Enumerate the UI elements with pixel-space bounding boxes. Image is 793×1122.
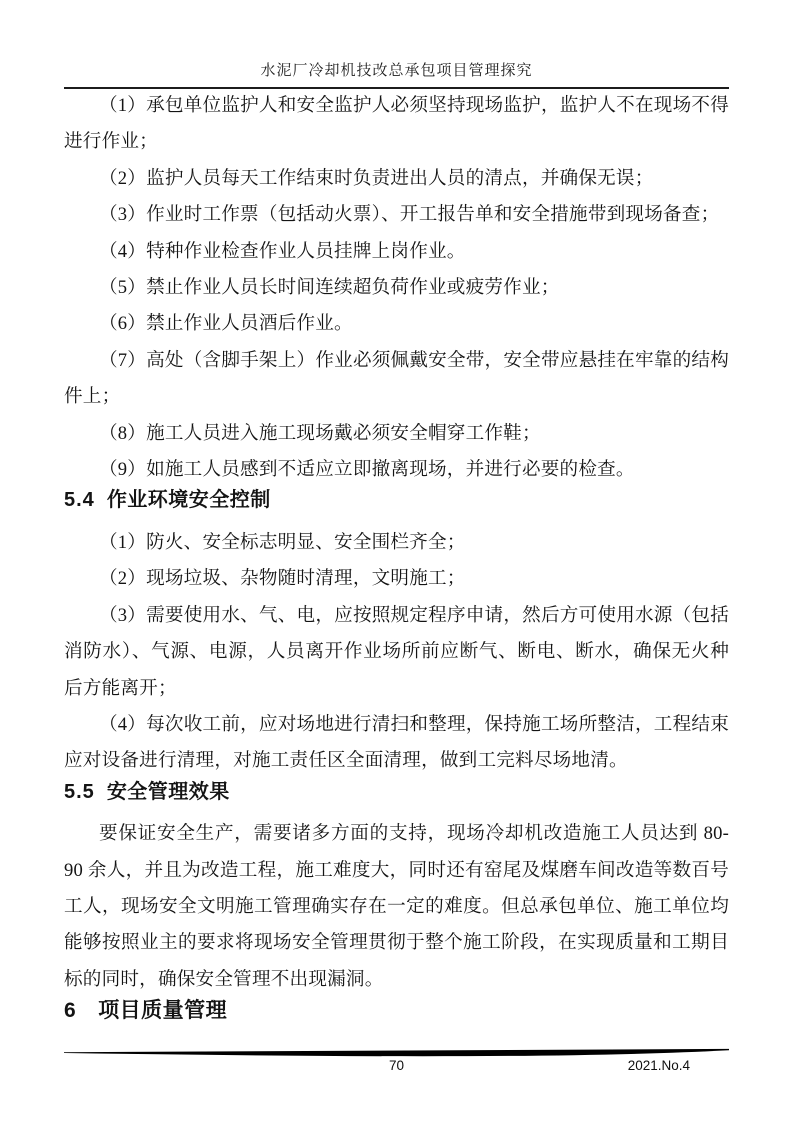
document-body	[64, 88, 729, 1030]
list-item-8: （8）施工人员进入施工现场戴必须安全帽穿工作鞋；	[99, 422, 541, 444]
chapter-number: 6	[64, 999, 77, 1023]
section-title: 安全管理效果	[106, 780, 230, 803]
body-paragraph: 要保证安全生产，需要诸多方面的支持，现场冷却机改造施工人员达到 80-90 余人，并且为改造工程，施工难度大，同时还有窑尾及煤磨车间改造等数百号工人，现场安全文明施工管理确实存在一定的难度。但总承包单位、施工单位均能够按照业主的要求将现场安全管理贯彻于整个施工阶段，在实现质量和工期目标的同时，确保安全管理不出现漏洞。	[64, 823, 729, 990]
list-item-env-3: （3）需要使用水、气、电，应按照规定程序申请，然后方可使用水源（包括消防水）、气源、电源，人员离开作业场所前应断气、断电、断水，确保无火种后方能离开；	[64, 604, 729, 699]
list-item-env-1: （1）防火、安全标志明显、安全围栏齐全；	[99, 531, 466, 553]
list-item-3: （3）作业时工作票（包括动火票）、开工报告单和安全措施带到现场备查；	[99, 204, 720, 226]
running-header	[64, 59, 729, 89]
tapered-rule-shape	[64, 1048, 729, 1058]
section-number: 5.4	[64, 489, 95, 512]
section-number: 5.5	[64, 780, 95, 803]
list-item-1: （1）承包单位监护人和安全监护人必须坚持现场监护，监护人不在现场不得进行作业；	[64, 95, 729, 153]
list-item-env-4: （4）每次收工前，应对场地进行清扫和整理，保持施工场所整洁，工程结束应对设备进行清理，对施工责任区全面清理，做到工完料尽场地清。	[64, 713, 729, 772]
chapter-title: 项目质量管理	[98, 999, 228, 1023]
list-item-2: （2）监护人员每天工作结束时负责进出人员的清点，并确保无误；	[99, 167, 654, 189]
footer-rule-bar	[64, 1048, 729, 1058]
chapter-heading-6	[64, 993, 729, 1029]
section-title: 作业环境安全控制	[106, 489, 271, 512]
running-title: 水泥厂冷却机技改总承包项目管理探究	[260, 63, 533, 79]
list-item-7: （7）高处（含脚手架上）作业必须佩戴安全带，安全带应悬挂在牢靠的结构件上；	[64, 349, 729, 408]
issue-label: 2021.No.4	[627, 1058, 690, 1073]
page-number: 70	[388, 1058, 405, 1073]
list-item-env-2: （2）现场垃圾、杂物随时清理，文明施工；	[99, 568, 466, 590]
list-item-6: （6）禁止作业人员酒后作业。	[99, 313, 353, 335]
list-item-4: （4）特种作业检查作业人员挂牌上岗作业。	[99, 240, 466, 262]
list-item-5: （5）禁止作业人员长时间连续超负荷作业或疲劳作业；	[99, 277, 560, 299]
list-item-9: （9）如施工人员感到不适应立即撤离现场，并进行必要的检查。	[99, 459, 635, 481]
